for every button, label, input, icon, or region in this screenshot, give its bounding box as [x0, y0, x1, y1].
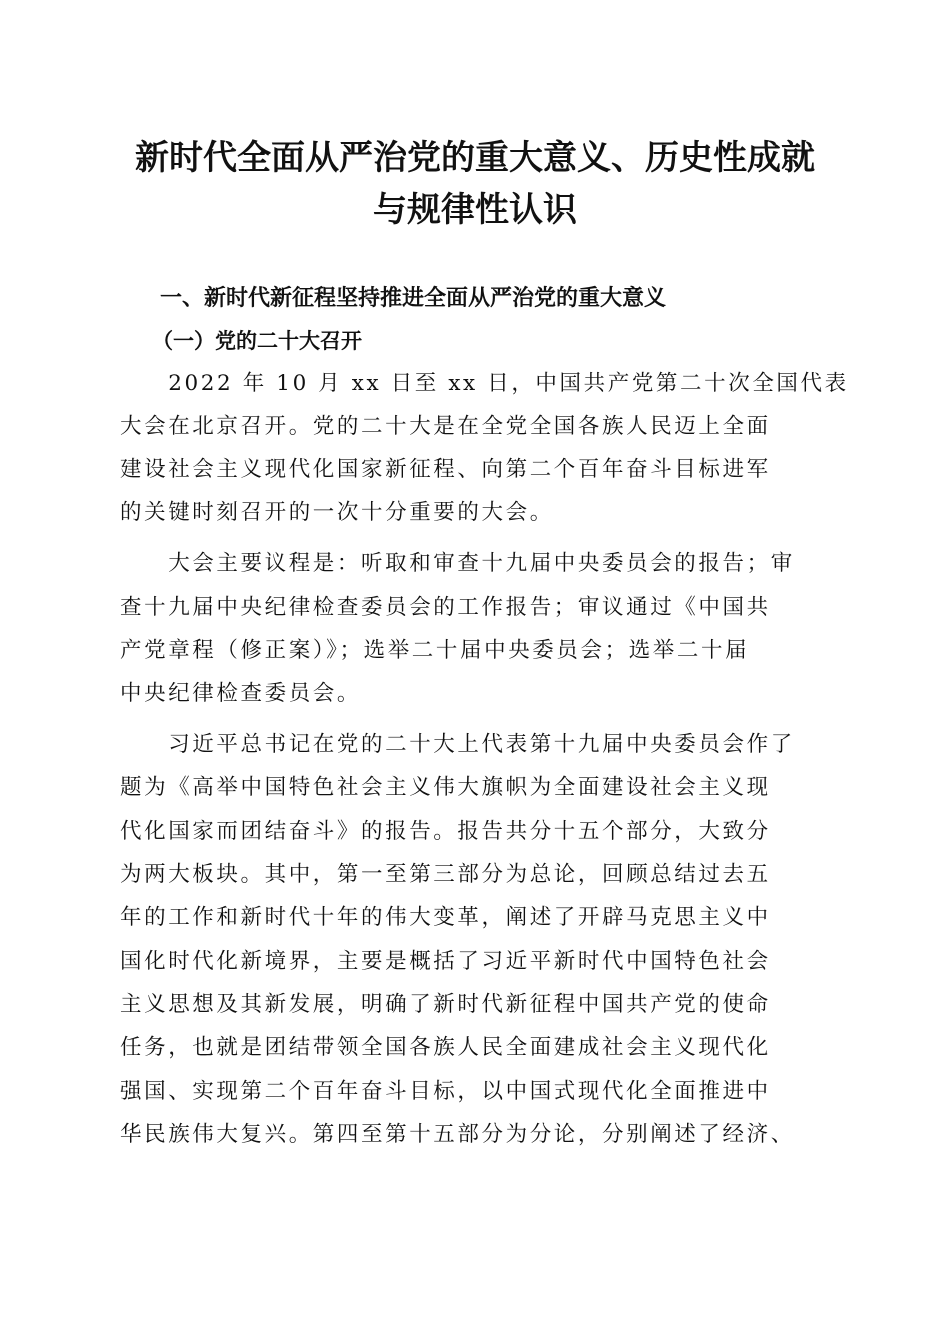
body-line: 建设社会主义现代化国家新征程、向第二个百年奋斗目标进军: [120, 457, 771, 482]
body-line: 任务，也就是团结带领全国各族人民全面建成社会主义现代化: [120, 1035, 771, 1060]
body-line: 大会在北京召开。党的二十大是在全党全国各族人民迈上全面: [120, 414, 771, 439]
body-line: 2022 年 10 月 xx 日至 xx 日，中国共产党第二十次全国代表: [120, 371, 849, 396]
body-line: 强国、实现第二个百年奋斗目标，以中国式现代化全面推进中: [120, 1079, 771, 1104]
body-line: 大会主要议程是：听取和审查十九届中央委员会的报告；审: [120, 551, 795, 576]
body-line: 习近平总书记在党的二十大上代表第十九届中央委员会作了: [120, 732, 795, 757]
body-line: 产党章程（修正案）》；选举二十届中央委员会；选举二十届: [120, 638, 750, 663]
body-line: 主义思想及其新发展，明确了新时代新征程中国共产党的使命: [120, 992, 771, 1017]
document-title-line-2: 与规律性认识: [373, 190, 577, 230]
body-line: 查十九届中央纪律检查委员会的工作报告；审议通过《中国共: [120, 595, 771, 620]
body-line: 题为《高举中国特色社会主义伟大旗帜为全面建设社会主义现: [120, 775, 771, 800]
body-line: 华民族伟大复兴。第四至第十五部分为分论，分别阐述了经济、: [120, 1122, 795, 1147]
body-line: 中央纪律检查委员会。: [120, 681, 362, 706]
document-title-line-1: 新时代全面从严治党的重大意义、历史性成就: [135, 138, 815, 178]
section-heading-1: 一、新时代新征程坚持推进全面从严治党的重大意义: [160, 286, 667, 311]
body-line: 年的工作和新时代十年的伟大变革，阐述了开辟马克思主义中: [120, 905, 771, 930]
body-line: 的关键时刻召开的一次十分重要的大会。: [120, 500, 554, 525]
body-line: 为两大板块。其中，第一至第三部分为总论，回顾总结过去五: [120, 862, 771, 887]
body-line: 国化时代化新境界，主要是概括了习近平新时代中国特色社会: [120, 949, 771, 974]
body-line: 代化国家而团结奋斗》的报告。报告共分十五个部分，大致分: [120, 819, 771, 844]
subsection-heading-1: （一）党的二十大召开: [152, 329, 362, 353]
